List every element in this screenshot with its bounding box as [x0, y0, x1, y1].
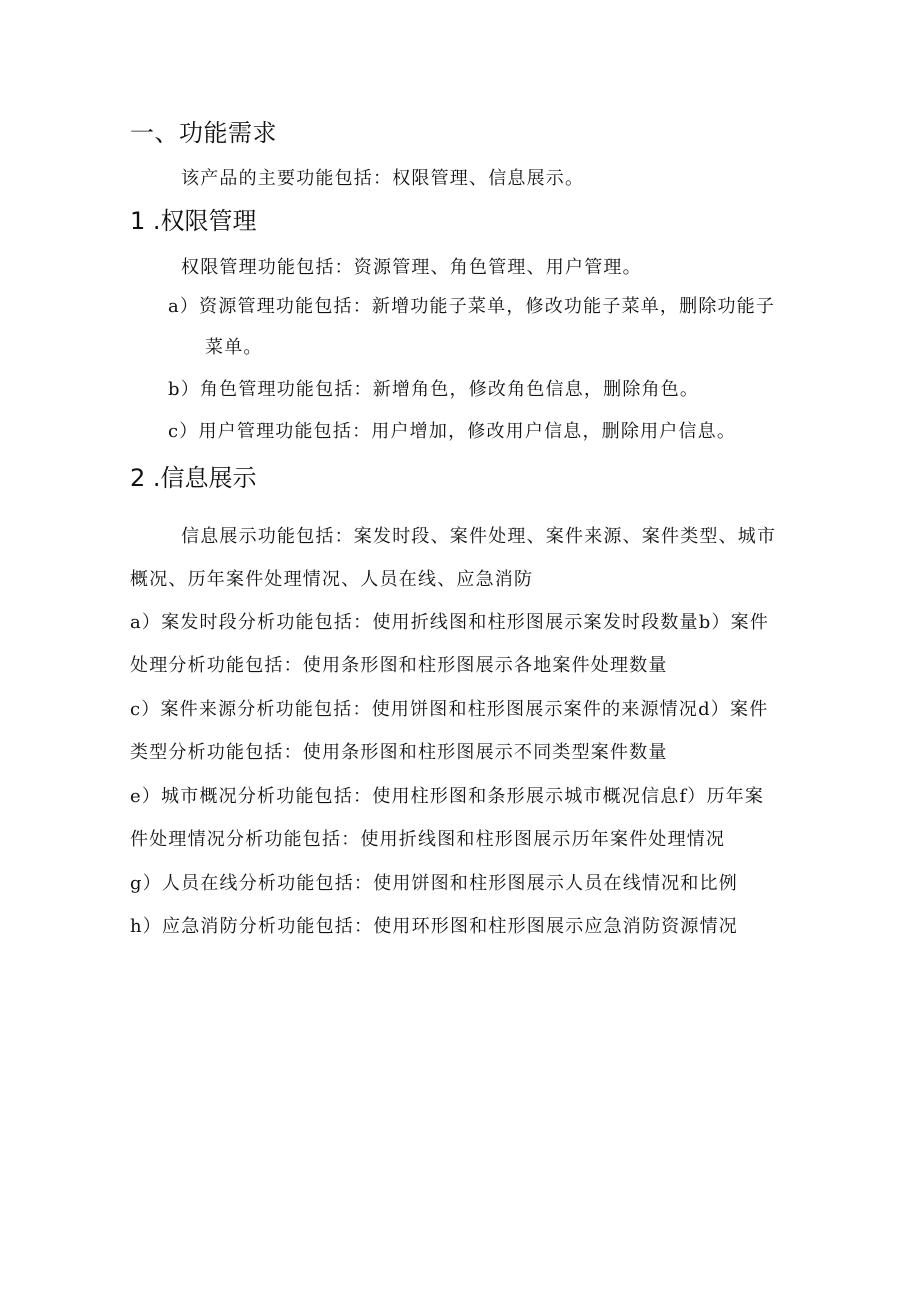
display-line: e）城市概况分析功能包括：使用柱形图和条形展示城市概况信息f）历年案 [130, 786, 765, 807]
intro-paragraph: 该产品的主要功能包括：权限管理、信息展示。 [181, 168, 585, 189]
permission-item-a-line2: 菜单。 [205, 337, 263, 358]
display-line: 件处理情况分析功能包括：使用折线图和柱形图展示历年案件处理情况 [130, 829, 726, 850]
heading-permission-management: 1 .权限管理 [130, 207, 257, 235]
permission-item-a-line1: a）资源管理功能包括：新增功能子菜单，修改功能子菜单，删除功能子 [168, 296, 776, 317]
heading-info-display: 2 .信息展示 [130, 464, 257, 492]
display-line: g）人员在线分析功能包括：使用饼图和柱形图展示人员在线情况和比例 [130, 873, 738, 894]
display-line: a）案发时段分析功能包括：使用折线图和柱形图展示案发时段数量b）案件 [130, 612, 770, 633]
permission-item-c: c）用户管理功能包括：用户增加，修改用户信息，删除用户信息。 [168, 421, 737, 442]
display-line: c）案件来源分析功能包括：使用饼图和柱形图展示案件的来源情况d）案件 [130, 699, 769, 720]
section-title: 一、功能需求 [130, 119, 277, 147]
display-line: h）应急消防分析功能包括：使用环形图和柱形图展示应急消防资源情况 [130, 916, 738, 937]
display-summary-line2: 概况、历年案件处理情况、人员在线、应急消防 [130, 569, 534, 590]
display-line: 处理分析功能包括：使用条形图和柱形图展示各地案件处理数量 [130, 655, 668, 676]
display-summary-line1: 信息展示功能包括：案发时段、案件处理、案件来源、案件类型、城市 [181, 526, 777, 547]
display-line: 类型分析功能包括：使用条形图和柱形图展示不同类型案件数量 [130, 742, 668, 763]
permission-item-b: b）角色管理功能包括：新增角色，修改角色信息，删除角色。 [168, 379, 700, 400]
permission-summary: 权限管理功能包括：资源管理、角色管理、用户管理。 [181, 257, 642, 278]
